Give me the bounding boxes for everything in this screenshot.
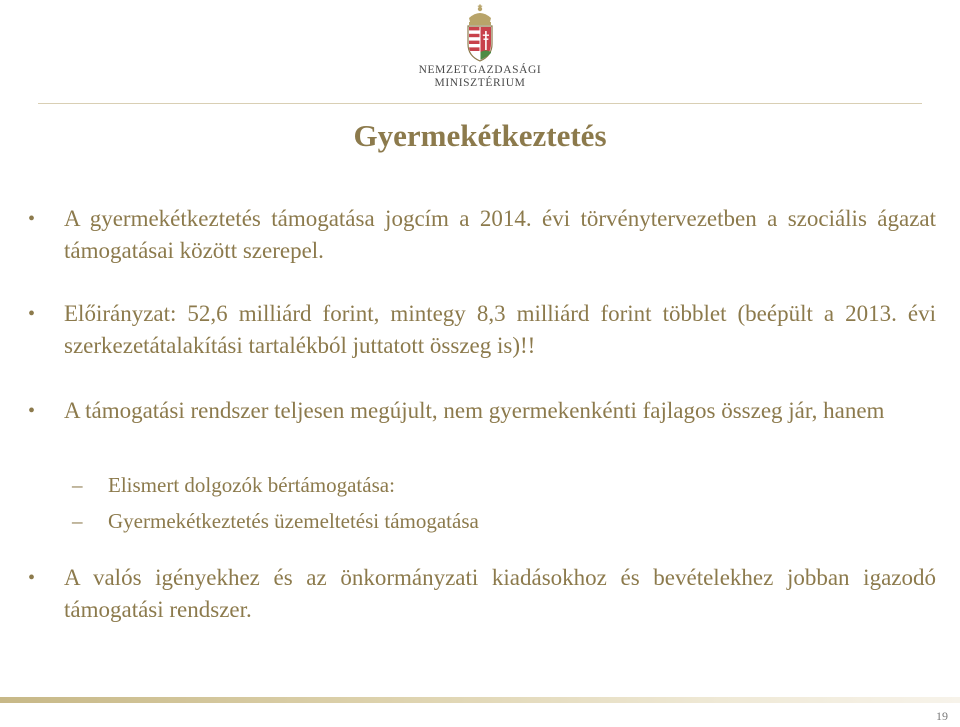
ministry-name [0,64,960,90]
footer-bar [0,697,960,703]
bullet-marker: • [28,567,36,589]
ministry-name-line1: NEMZETGAZDASÁGI [418,64,542,76]
sub-bullet-marker: – [72,509,83,533]
bullet-item [28,562,936,626]
bullet-text: A támogatási rendszer teljesen megújult, nem gyermekenkénti fajlagos összeg jár, hanem [64,398,885,423]
header-divider [38,103,922,104]
ministry-name-line2: MINISZTÉRIUM [434,77,526,89]
bullet-marker: • [28,400,36,422]
sub-bullet-item [72,506,479,536]
hungarian-coat-of-arms-icon [463,4,497,62]
bullet-item [28,203,936,267]
bullet-item [28,298,936,362]
sub-bullet-text: Gyermekétkeztetés üzemeltetési támogatása [108,509,479,533]
sub-bullet-marker: – [72,473,83,497]
bullet-marker: • [28,208,36,230]
bullet-text: A gyermekétkeztetés támogatása jogcím a 2014. évi törvénytervezetben a szociális ágazat támogatásai között szerepel. [64,206,936,263]
bullet-marker: • [28,303,36,325]
sub-bullet-text: Elismert dolgozók bértámogatása: [108,473,395,497]
sub-bullet-item [72,470,395,500]
bullet-text: A valós igényekhez és az önkormányzati kiadásokhoz és bevételekhez jobban igazodó támogatási rendszer. [64,565,936,622]
ministry-logo [0,4,960,90]
bullet-item [28,395,936,427]
bullet-text: Előirányzat: 52,6 milliárd forint, mintegy 8,3 milliárd forint többlet (beépült a 2013. évi szerkezetátalakítási tartalékból juttatott összeg is)!! [64,301,936,358]
page-number: 19 [936,709,948,723]
slide-title: Gyermekétkeztetés [353,118,607,153]
